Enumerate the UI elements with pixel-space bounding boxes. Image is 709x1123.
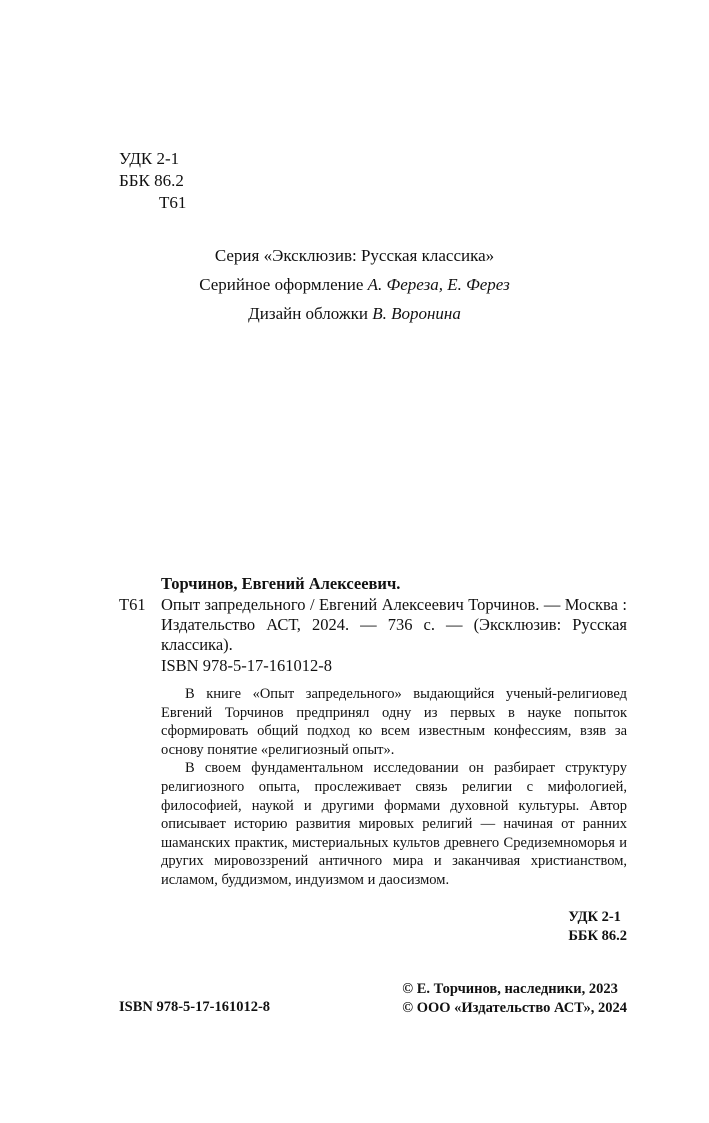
copyright-author: © Е. Торчинов, наследники, 2023 bbox=[402, 981, 618, 997]
bottom-bbk-code: ББК 86.2 bbox=[568, 928, 627, 944]
bottom-classification-codes bbox=[568, 908, 627, 946]
bbk-code: ББК 86.2 bbox=[119, 171, 184, 190]
bib-code: Т61 bbox=[119, 595, 146, 614]
annotation-paragraph-2: В своем фундаментальном исследовании он разбирает структуру религиозного опыта, прослеживает связь религии с мифологией, философией, наукой и другими формами духовной культуры. Автор описывает историю развития мировых религий — начиная от ранних шаманских практик, мистериальных культов древнего Средиземноморья и других мировоззрений античного мира и заканчивая христианством, исламом, буддизмом, индуизмом и даосизмом. bbox=[161, 760, 627, 888]
bib-isbn: ISBN 978-5-17-161012-8 bbox=[161, 656, 332, 675]
series-design-line bbox=[0, 270, 709, 299]
series-info bbox=[0, 241, 709, 328]
bib-description: Опыт запредельного / Евгений Алексеевич Торчинов. — Москва : Издательство АСТ, 2024. — 736 с. — (Эксклюзив: Русская классика). bbox=[161, 595, 627, 654]
annotation bbox=[161, 685, 627, 890]
bottom-isbn: ISBN 978-5-17-161012-8 bbox=[119, 999, 271, 1015]
annotation-paragraph-1: В книге «Опыт запредельного» выдающийся ученый-религиовед Евгений Торчинов предпринял одну из первых в науке попыток сформировать общий подход ко всем известным конфессиям, взяв за основу понятие «религиозный опыт». bbox=[161, 686, 627, 758]
cover-design-name: В. Воронина bbox=[372, 304, 461, 323]
bottom-udk-code: УДК 2-1 bbox=[568, 909, 621, 925]
author-mark: Т61 bbox=[159, 193, 187, 212]
series-line: Серия «Эксклюзив: Русская классика» bbox=[214, 246, 495, 265]
series-design-label: Серийное оформление bbox=[199, 275, 364, 294]
classification-codes bbox=[119, 148, 186, 214]
bib-entry bbox=[119, 595, 627, 655]
series-design-names: А. Фереза, Е. Ферез bbox=[367, 275, 510, 294]
udk-code: УДК 2-1 bbox=[119, 149, 180, 168]
copyright-publisher: © ООО «Издательство АСТ», 2024 bbox=[402, 1000, 627, 1016]
copyright-block bbox=[402, 980, 627, 1018]
cover-design-label: Дизайн обложки bbox=[248, 304, 368, 323]
cover-design-line bbox=[0, 299, 709, 328]
bib-author: Торчинов, Евгений Алексеевич. bbox=[161, 574, 401, 593]
bibliographic-record bbox=[119, 574, 627, 655]
